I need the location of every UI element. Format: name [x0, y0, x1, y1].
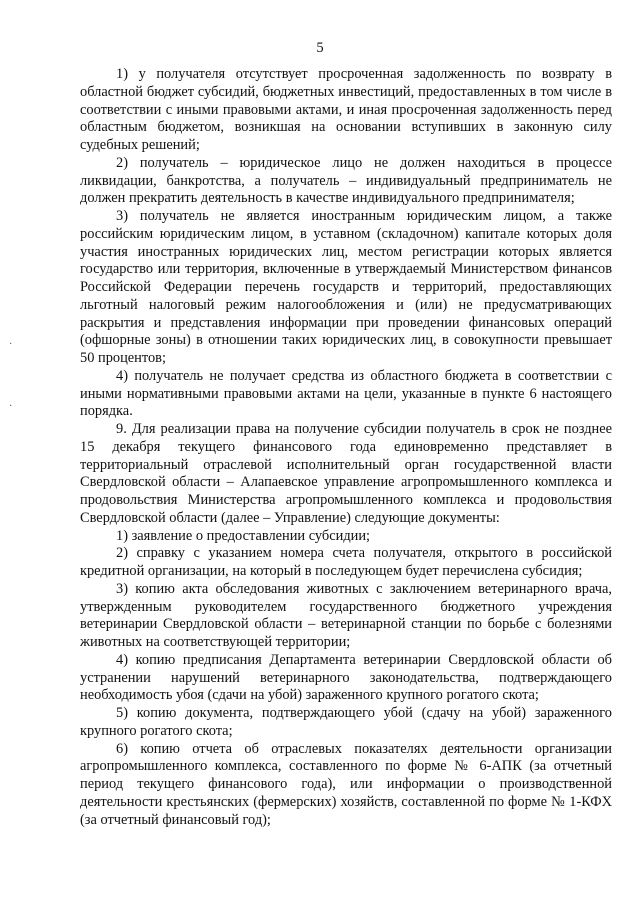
paragraph-doc-4-veterinary-order: 4) копию предписания Департамента ветеринарии Свердловской области об устранении нарушений ветеринарного законодательства, подтверждающего необходимость убоя (сдачи на убой) зараженного крупного рогатого скота;: [80, 651, 612, 704]
margin-tick: ·: [9, 401, 13, 412]
paragraph-clause-9-documents: 9. Для реализации права на получение субсидии получатель в срок не позднее 15 декабря текущего финансового года единовременно представляет в территориальный отраслевой исполнительный орган государственной власти Свердловской области – Алапаевское управление агропромышленного комплекса и продовольствия Министерства агропромышленного комплекса и продовольствия Свердловской области (далее – Управление) следующие документы:: [80, 421, 612, 526]
paragraph-doc-5-slaughter-document: 5) копию документа, подтверждающего убой (сдачу на убой) зараженного крупного рогатого скота;: [80, 705, 612, 739]
paragraph-item-1-no-debt: 1) у получателя отсутствует просроченная задолженность по возврату в областной бюджет субсидий, бюджетных инвестиций, предоставленных в том числе в соответствии с иными правовыми актами, и иная просроченная задолженность перед областным бюджетом, возникшая на основании вступивших в законную силу судебных решений;: [80, 66, 612, 153]
paragraph-doc-6-industry-report: 6) копию отчета об отраслевых показателях деятельности организации агропромышленного комплекса, составленного по форме № 6-АПК (за отчетный период текущего финансового года), или информации о производственной деятельности крестьянских (фермерских) хозяйств, составленной по форме № 1-КФХ (за отчетный финансовый год);: [80, 740, 612, 828]
paragraph-doc-2-bank-certificate: 2) справку с указанием номера счета получателя, открытого в российской кредитной организации, на который в последующем будет перечислена субсидия;: [80, 545, 612, 579]
page-number: 5: [316, 40, 324, 56]
paragraph-item-2-not-in-liquidation: 2) получатель – юридическое лицо не должен находиться в процессе ликвидации, банкротства, а получатель – индивидуальный предприниматель не должен прекратить деятельность в качестве индивидуального предпринимателя;: [80, 154, 612, 207]
margin-tick: ·: [9, 339, 13, 350]
paragraph-doc-1-application: 1) заявление о предоставлении субсидии;: [116, 527, 371, 544]
paragraph-item-4-no-other-funds: 4) получатель не получает средства из областного бюджета в соответствии с иными нормативными правовыми актами на цели, указанные в пункте 6 настоящего порядка.: [80, 367, 612, 420]
paragraph-item-3-not-foreign-entity: 3) получатель не является иностранным юридическим лицом, а также российским юридическим лицом, в уставном (складочном) капитале которых доля участия иностранных юридических лиц, местом регистрации которых является государство или территория, включенные в утверждаемый Министерством финансов Российской Федерации перечень государств и территорий, предоставляющих льготный налоговый режим налогообложения и (или) не предусматривающих раскрытия и представления информации при проведении финансовых операций (офшорные зоны) в отношении таких юридических лиц, в совокупности превышает 50 процентов;: [80, 208, 612, 366]
paragraph-doc-3-inspection-act: 3) копию акта обследования животных с заключением ветеринарного врача, утвержденным руководителем государственного бюджетного учреждения ветеринарии Свердловской области – ветеринарной станции по борьбе с болезнями животных на соответствующей территории;: [80, 580, 612, 650]
document-body: [80, 66, 612, 829]
